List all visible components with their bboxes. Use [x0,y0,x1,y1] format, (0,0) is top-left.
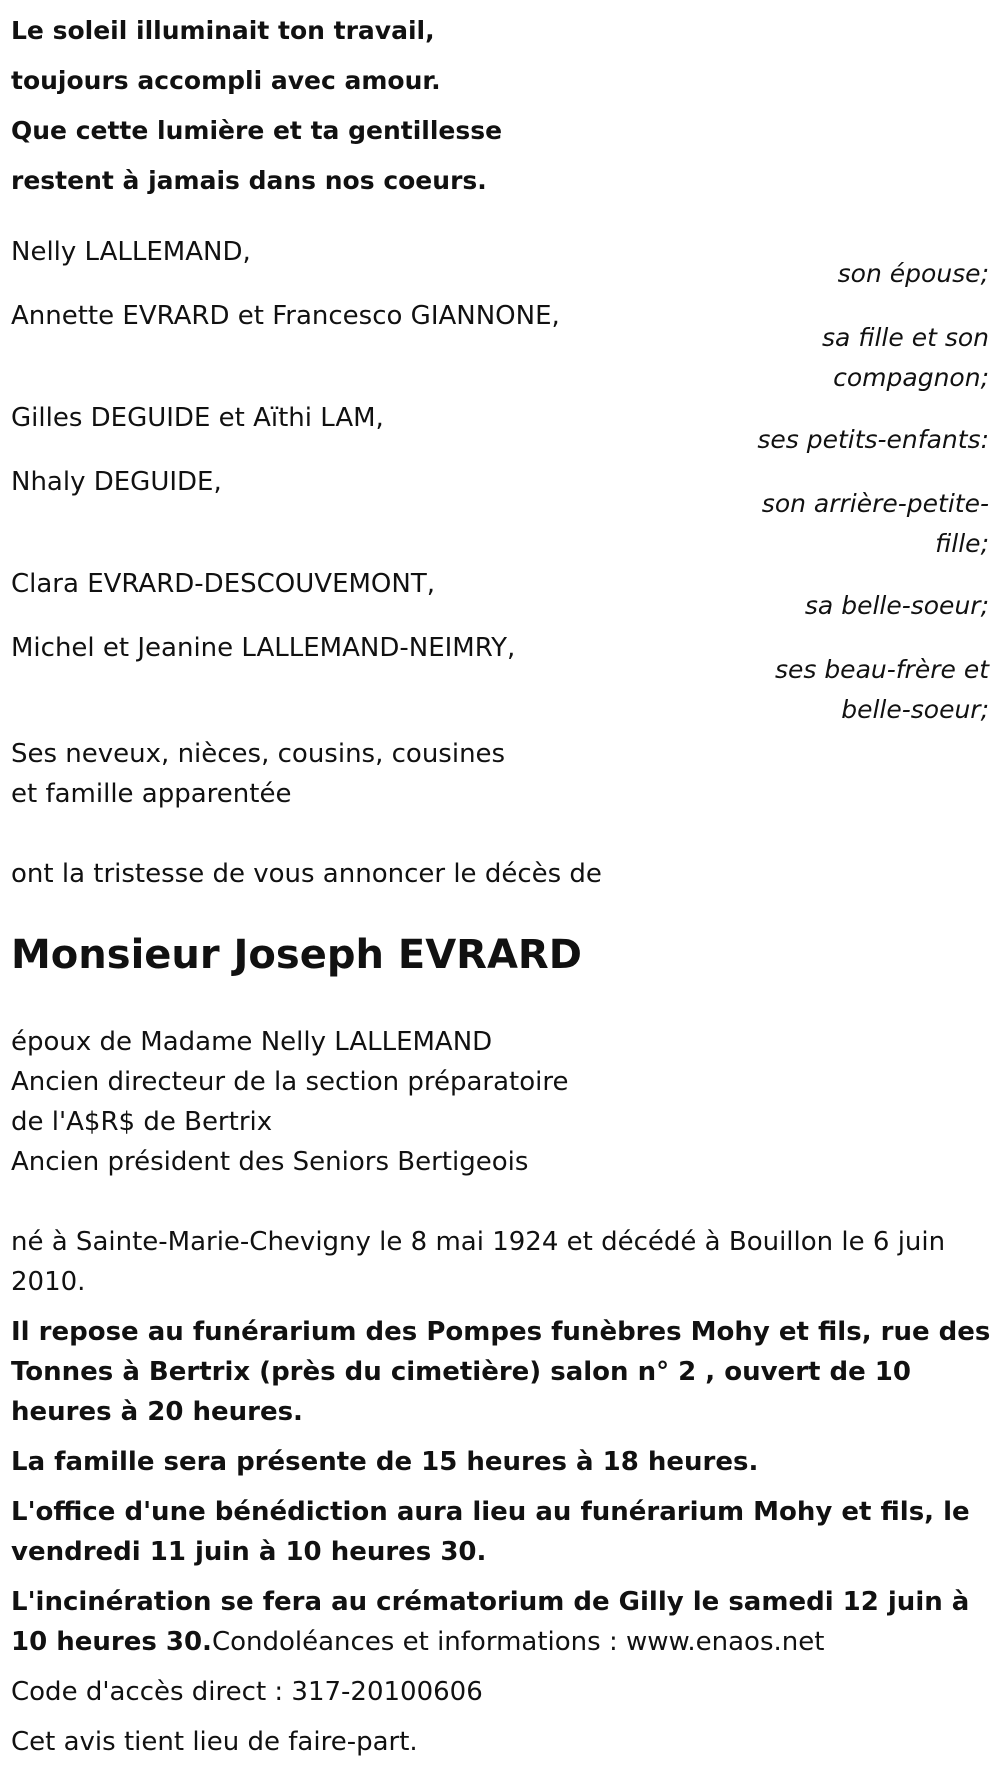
funerarium-info: Il repose au funérarium des Pompes funèbres Mohy et fils, rue des Tonnes à Bertrix (près du cimetière) salon n° 2 , ouvert de 10 heures à 20 heures. [11,1317,991,1427]
family-row [11,296,989,398]
family-name: Gilles DEGUIDE et Aïthi LAM, [11,403,384,433]
family-row [11,398,989,462]
family-row [11,628,989,734]
family-role: ses beau-frère et belle-soeur; [774,655,989,724]
title-line: de l'A$R$ de Bertrix [11,1107,273,1137]
ceremony-info: L'office d'une bénédiction aura lieu au funérarium Mohy et fils, le vendredi 11 juin à 10 heures 30. [11,1497,970,1567]
family-role: sa fille et son compagnon; [822,323,989,392]
family-role: son arrière-petite-fille; [761,489,989,558]
announcement-text: ont la tristesse de vous annoncer le décès de [11,859,602,889]
family-row [11,232,989,296]
poem-line: restent à jamais dans nos coeurs. [11,166,487,195]
deceased-titles [11,1022,569,1182]
family-row [11,564,989,628]
poem-line: Que cette lumière et ta gentillesse [11,116,503,145]
family-name: Michel et Jeanine LALLEMAND-NEIMRY, [11,633,516,663]
family-presence: La famille sera présente de 15 heures à 18 heures. [11,1447,759,1477]
extended-family [11,734,505,814]
family-name: Annette EVRARD et Francesco GIANNONE, [11,301,560,331]
extended-family-line: Ses neveux, nièces, cousins, cousines [11,739,506,769]
title-line: époux de Madame Nelly LALLEMAND [11,1027,493,1057]
deceased-name: Monsieur Joseph EVRARD [11,932,582,978]
family-name: Clara EVRARD-DESCOUVEMONT, [11,569,435,599]
poem-line: toujours accompli avec amour. [11,66,441,95]
family-name: Nelly LALLEMAND, [11,237,251,267]
poem-line: Le soleil illuminait ton travail, [11,16,435,45]
family-role: ses petits-enfants: [757,425,989,454]
family-role: son épouse; [837,259,989,288]
title-line: Ancien président des Seniors Bertigeois [11,1147,529,1177]
incineration-paragraph [11,1582,991,1662]
family-list [11,232,989,734]
family-row [11,462,989,564]
funeral-details [11,1222,991,1772]
incineration-info: L'incinération se fera au crématorium de Gilly le samedi 12 juin à 10 heures 30. [11,1587,970,1657]
birth-death-dates: né à Sainte-Marie-Chevigny le 8 mai 1924 et décédé à Bouillon le 6 juin 2010. [11,1227,946,1297]
condolences-info: Condoléances et informations : www.enaos.net [211,1627,825,1657]
extended-family-line: et famille apparentée [11,779,292,809]
title-line: Ancien directeur de la section préparatoire [11,1067,569,1097]
poem [11,6,811,206]
access-code: Code d'accès direct : 317-20100606 [11,1677,483,1707]
family-role: sa belle-soeur; [804,591,989,620]
notice-text: Cet avis tient lieu de faire-part. [11,1727,418,1757]
family-name: Nhaly DEGUIDE, [11,467,222,497]
